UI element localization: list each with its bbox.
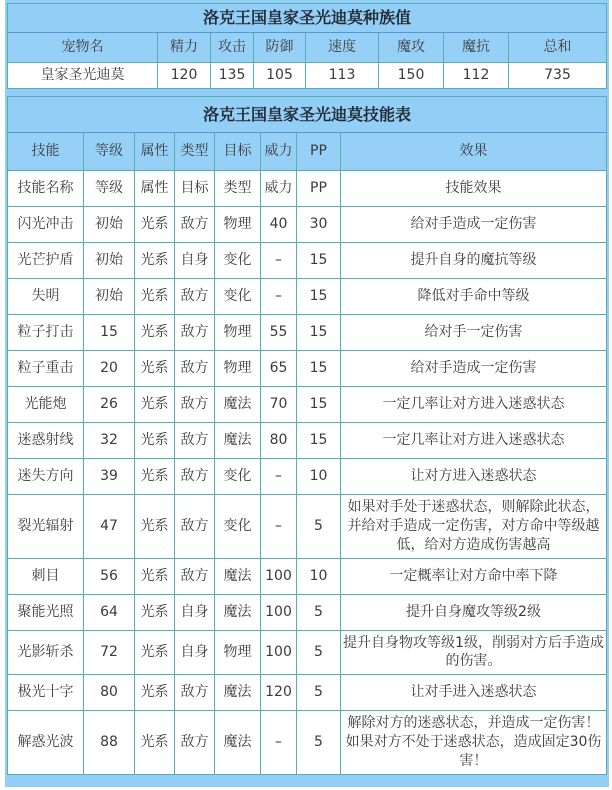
- table-cell: 120: [261, 675, 297, 711]
- table-cell: 魔法: [215, 422, 261, 458]
- table-cell: 刺目: [8, 558, 84, 594]
- table-cell: 光系: [135, 242, 175, 278]
- skill-row: [8, 558, 607, 594]
- skill-row: [8, 242, 607, 278]
- table-cell: 112: [444, 63, 509, 89]
- stats-column-header: 速度: [306, 33, 379, 63]
- table-cell: 光系: [135, 594, 175, 630]
- table-cell: 72: [84, 630, 135, 675]
- table-cell: 光系: [135, 675, 175, 711]
- skills-column-header: 属性: [135, 132, 175, 170]
- table-cell: 39: [84, 458, 135, 494]
- skills-column-header: PP: [297, 132, 341, 170]
- table-cell: 解除对方的迷惑状态，并造成一定伤害！如果对方不处于迷惑状态，造成固定30伤害！: [341, 711, 607, 775]
- table-cell: 15: [84, 314, 135, 350]
- table-cell: 70: [261, 386, 297, 422]
- table-cell: 魔法: [215, 386, 261, 422]
- table-cell: 10: [297, 458, 341, 494]
- table-cell: 技能名称: [8, 170, 84, 206]
- table-cell: –: [261, 458, 297, 494]
- table-cell: PP: [297, 170, 341, 206]
- table-cell: 100: [261, 558, 297, 594]
- stats-column-header: 总和: [509, 33, 607, 63]
- table-cell: 100: [261, 630, 297, 675]
- skills-column-header: 类型: [175, 132, 215, 170]
- table-cell: 聚能光照: [8, 594, 84, 630]
- table-cell: 粒子打击: [8, 314, 84, 350]
- table-cell: 让对手进入迷惑状态: [341, 675, 607, 711]
- table-cell: 5: [297, 630, 341, 675]
- table-cell: 15: [297, 314, 341, 350]
- table-cell: 魔法: [215, 675, 261, 711]
- table-cell: 魔法: [215, 558, 261, 594]
- table-cell: 初始: [84, 278, 135, 314]
- stats-column-header: 攻击: [211, 33, 254, 63]
- table-cell: 物理: [215, 350, 261, 386]
- table-cell: 解惑光波: [8, 711, 84, 775]
- table-cell: 魔法: [215, 711, 261, 775]
- table-cell: 5: [297, 711, 341, 775]
- table-cell: 裂光辐射: [8, 494, 84, 558]
- table-cell: 32: [84, 422, 135, 458]
- table-cell: 光影斩杀: [8, 630, 84, 675]
- table-cell: 技能效果: [341, 170, 607, 206]
- table-cell: 一定几率让对方进入迷惑状态: [341, 422, 607, 458]
- table-cell: 闪光冲击: [8, 206, 84, 242]
- table-cell: 敌方: [175, 206, 215, 242]
- table-cell: 敌方: [175, 494, 215, 558]
- table-cell: 类型: [215, 170, 261, 206]
- table-cell: 5: [297, 494, 341, 558]
- table-cell: 变化: [215, 278, 261, 314]
- tables-panel: [5, 0, 609, 787]
- table-cell: 一定概率让对方命中率下降: [341, 558, 607, 594]
- table-cell: 敌方: [175, 675, 215, 711]
- table-cell: –: [261, 242, 297, 278]
- skills-table-header-row: [8, 132, 607, 170]
- table-cell: 光系: [135, 630, 175, 675]
- table-cell: 150: [379, 63, 444, 89]
- table-cell: 光系: [135, 314, 175, 350]
- table-cell: 100: [261, 594, 297, 630]
- table-cell: 提升自身物攻等级1级，削弱对方后手造成的伤害。: [341, 630, 607, 675]
- skill-row: [8, 422, 607, 458]
- skills-table-title: 洛克王国皇家圣光迪莫技能表: [8, 96, 607, 132]
- table-cell: 目标: [175, 170, 215, 206]
- table-cell: 15: [297, 422, 341, 458]
- table-cell: 735: [509, 63, 607, 89]
- table-cell: 迷失方向: [8, 458, 84, 494]
- table-cell: 敌方: [175, 422, 215, 458]
- skill-row: [8, 350, 607, 386]
- table-cell: 给对手一定伤害: [341, 314, 607, 350]
- table-cell: –: [261, 278, 297, 314]
- table-cell: 光系: [135, 386, 175, 422]
- table-cell: 威力: [261, 170, 297, 206]
- stats-column-header: 防御: [254, 33, 306, 63]
- skill-row: [8, 206, 607, 242]
- table-cell: 80: [261, 422, 297, 458]
- table-cell: 给对手造成一定伤害: [341, 350, 607, 386]
- table-cell: 80: [84, 675, 135, 711]
- stats-column-header: 精力: [158, 33, 211, 63]
- table-cell: –: [261, 494, 297, 558]
- skill-row: [8, 314, 607, 350]
- table-cell: 一定几率让对方进入迷惑状态: [341, 386, 607, 422]
- table-cell: 物理: [215, 630, 261, 675]
- table-cell: 光系: [135, 458, 175, 494]
- table-cell: 135: [211, 63, 254, 89]
- table-cell: 光系: [135, 350, 175, 386]
- table-cell: 极光十字: [8, 675, 84, 711]
- table-cell: 15: [297, 350, 341, 386]
- table-cell: 40: [261, 206, 297, 242]
- table-cell: 等级: [84, 170, 135, 206]
- tables-gap: [7, 89, 607, 96]
- table-cell: 113: [306, 63, 379, 89]
- table-cell: 光能炮: [8, 386, 84, 422]
- skills-column-header: 技能: [8, 132, 84, 170]
- table-cell: 55: [261, 314, 297, 350]
- table-cell: 56: [84, 558, 135, 594]
- table-cell: 敌方: [175, 278, 215, 314]
- table-cell: 如果对手处于迷惑状态，则解除此状态，并给对手造成一定伤害，对方命中等级越低，给对方造成伤害越高: [341, 494, 607, 558]
- stats-row: [8, 63, 607, 89]
- table-cell: 10: [297, 558, 341, 594]
- stats-table-header-row: [8, 33, 607, 63]
- table-cell: 失明: [8, 278, 84, 314]
- table-cell: 光系: [135, 422, 175, 458]
- skill-row: [8, 170, 607, 206]
- stats-table: [7, 3, 607, 89]
- table-cell: 5: [297, 675, 341, 711]
- skills-table: [7, 96, 607, 775]
- table-cell: 自身: [175, 242, 215, 278]
- table-cell: 15: [297, 242, 341, 278]
- table-cell: –: [261, 711, 297, 775]
- stats-table-title: 洛克王国皇家圣光迪莫种族值: [8, 4, 607, 33]
- table-cell: 敌方: [175, 711, 215, 775]
- table-cell: 65: [261, 350, 297, 386]
- stats-column-header: 魔攻: [379, 33, 444, 63]
- table-cell: 提升自身魔攻等级2级: [341, 594, 607, 630]
- table-cell: 30: [297, 206, 341, 242]
- table-cell: 15: [297, 386, 341, 422]
- skill-row: [8, 386, 607, 422]
- table-cell: 20: [84, 350, 135, 386]
- table-cell: 15: [297, 278, 341, 314]
- table-cell: 敌方: [175, 458, 215, 494]
- table-cell: 88: [84, 711, 135, 775]
- table-cell: 提升自身的魔抗等级: [341, 242, 607, 278]
- table-cell: 属性: [135, 170, 175, 206]
- table-cell: 降低对手命中等级: [341, 278, 607, 314]
- table-cell: 120: [158, 63, 211, 89]
- table-cell: 自身: [175, 594, 215, 630]
- stats-column-header: 宠物名: [8, 33, 158, 63]
- table-cell: 敌方: [175, 558, 215, 594]
- table-cell: 105: [254, 63, 306, 89]
- skill-row: [8, 278, 607, 314]
- skills-column-header: 威力: [261, 132, 297, 170]
- table-cell: 64: [84, 594, 135, 630]
- table-cell: 变化: [215, 242, 261, 278]
- table-cell: 物理: [215, 314, 261, 350]
- table-cell: 光系: [135, 206, 175, 242]
- table-cell: 迷惑射线: [8, 422, 84, 458]
- stats-table-title-row: [8, 4, 607, 33]
- table-cell: 自身: [175, 630, 215, 675]
- table-cell: 47: [84, 494, 135, 558]
- table-cell: 给对手造成一定伤害: [341, 206, 607, 242]
- table-cell: 初始: [84, 206, 135, 242]
- skill-row: [8, 594, 607, 630]
- table-cell: 敌方: [175, 386, 215, 422]
- table-cell: 初始: [84, 242, 135, 278]
- table-cell: 皇家圣光迪莫: [8, 63, 158, 89]
- table-cell: 敌方: [175, 314, 215, 350]
- table-cell: 变化: [215, 494, 261, 558]
- skill-row: [8, 675, 607, 711]
- skill-row: [8, 711, 607, 775]
- table-cell: 让对方进入迷惑状态: [341, 458, 607, 494]
- skill-row: [8, 494, 607, 558]
- table-cell: 5: [297, 594, 341, 630]
- skills-column-header: 目标: [215, 132, 261, 170]
- skills-table-title-row: [8, 96, 607, 132]
- table-cell: 光芒护盾: [8, 242, 84, 278]
- skill-row: [8, 458, 607, 494]
- skills-column-header: 等级: [84, 132, 135, 170]
- table-cell: 光系: [135, 558, 175, 594]
- table-cell: 光系: [135, 494, 175, 558]
- table-cell: 物理: [215, 206, 261, 242]
- table-cell: 26: [84, 386, 135, 422]
- skill-row: [8, 630, 607, 675]
- table-cell: 光系: [135, 711, 175, 775]
- table-cell: 敌方: [175, 350, 215, 386]
- table-cell: 光系: [135, 278, 175, 314]
- table-cell: 粒子重击: [8, 350, 84, 386]
- table-cell: 魔法: [215, 594, 261, 630]
- table-cell: 变化: [215, 458, 261, 494]
- skills-column-header: 效果: [341, 132, 607, 170]
- stats-column-header: 魔抗: [444, 33, 509, 63]
